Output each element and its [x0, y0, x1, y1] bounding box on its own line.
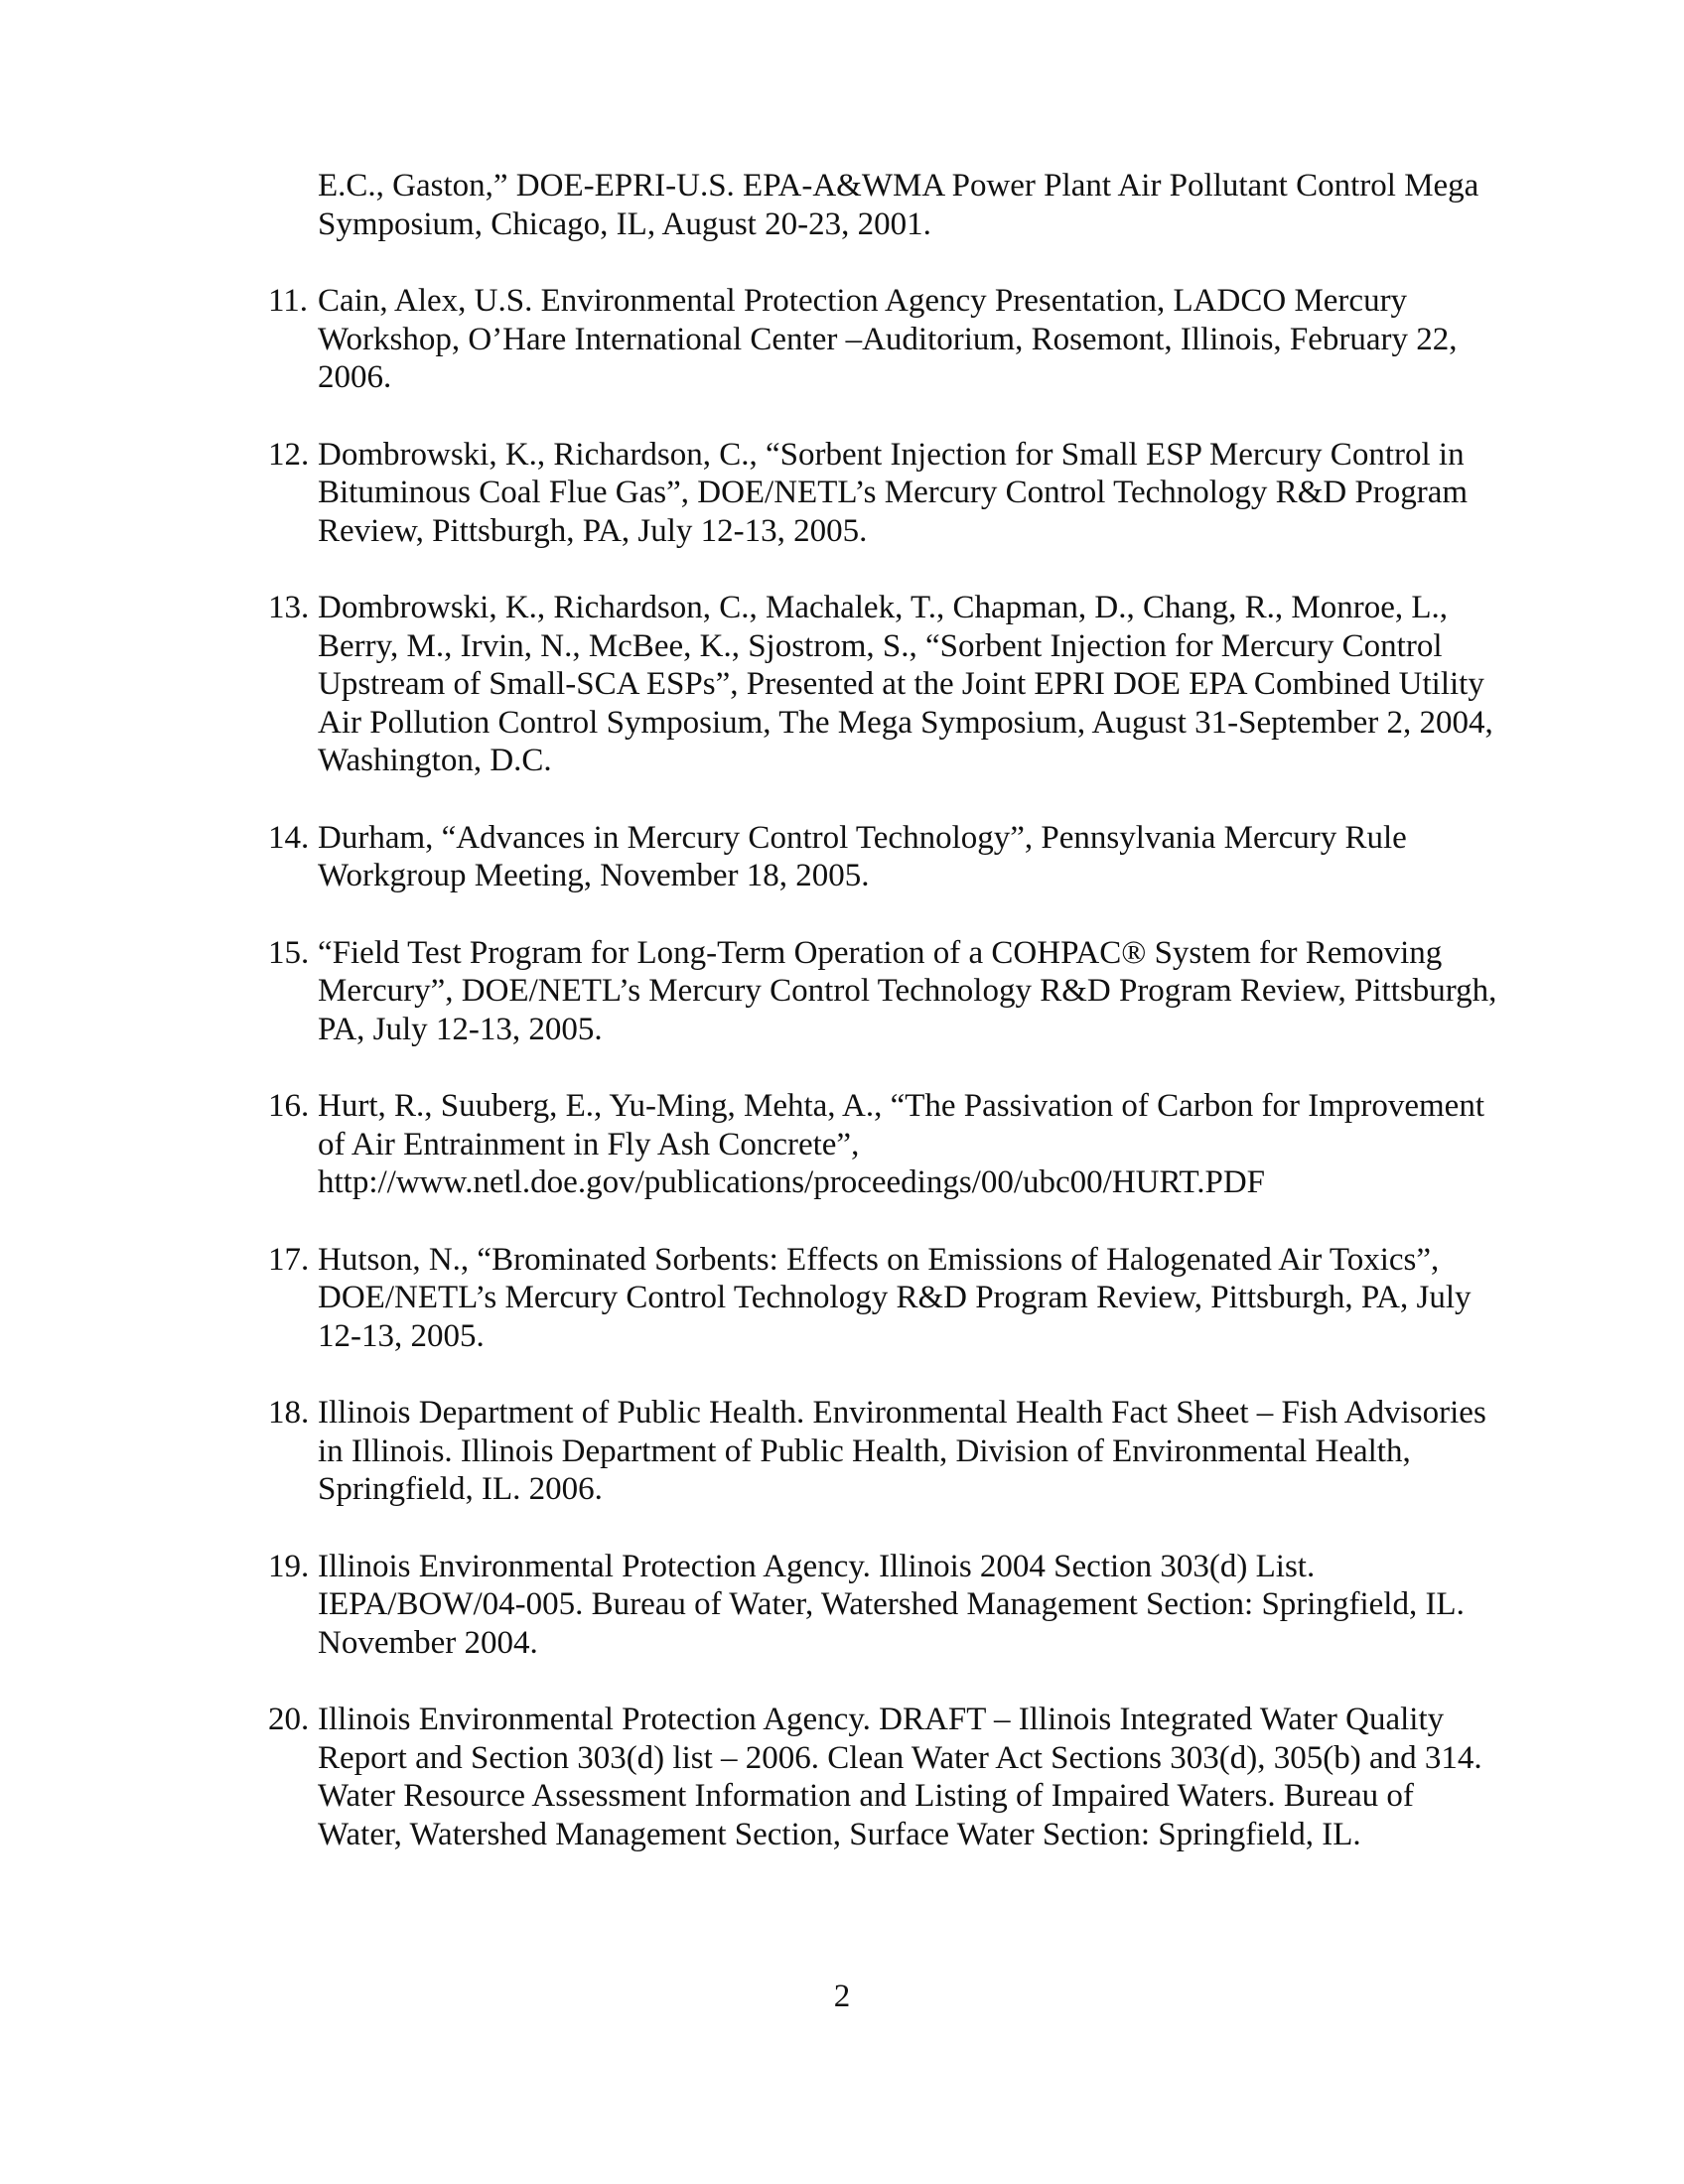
- reference-item: [268, 1087, 1499, 1202]
- reference-item: [268, 1394, 1499, 1509]
- reference-number: 20.: [268, 1702, 310, 1737]
- reference-item: [268, 1241, 1499, 1356]
- reference-number: 14.: [268, 819, 310, 856]
- reference-number: 12.: [268, 436, 310, 473]
- reference-text: Hutson, N., “Brominated Sorbents: Effects on Emissions of Halogenated Air Toxics”, DOE/NETL’s Mercury Control Technology R&D Program Review, Pittsburgh, PA, July 12-13, 2005.: [318, 1241, 1472, 1354]
- reference-list: [268, 167, 1499, 1892]
- reference-item: [268, 167, 1499, 243]
- reference-text: Cain, Alex, U.S. Environmental Protection Agency Presentation, LADCO Mercury Workshop, O’Hare International Center –Auditorium, Rosemont, Illinois, February 22, 2006.: [318, 283, 1458, 395]
- reference-text: Dombrowski, K., Richardson, C., “Sorbent Injection for Small ESP Mercury Control in Bituminous Coal Flue Gas”, DOE/NETL’s Mercury Control Technology R&D Program Review, Pittsburgh, PA, July 12-13, 2005.: [318, 436, 1469, 549]
- reference-text: Durham, “Advances in Mercury Control Technology”, Pennsylvania Mercury Rule Workgroup Meeting, November 18, 2005.: [318, 819, 1407, 893]
- reference-item: [268, 436, 1499, 551]
- reference-text: Hurt, R., Suuberg, E., Yu-Ming, Mehta, A., “The Passivation of Carbon for Improvement of Air Entrainment in Fly Ash Concrete”, http://www.netl.doe.gov/publications/proceedings/00/ubc00/HURT.PDF: [318, 1088, 1484, 1200]
- reference-text: Illinois Department of Public Health. Environmental Health Fact Sheet – Fish Advisories in Illinois. Illinois Department of Public Health, Division of Environmental Health, Springfield, IL. 2006.: [318, 1395, 1486, 1507]
- reference-item: [268, 934, 1499, 1049]
- reference-item: [268, 1548, 1499, 1663]
- reference-item: [268, 282, 1499, 397]
- reference-text: Dombrowski, K., Richardson, C., Machalek, T., Chapman, D., Chang, R., Monroe, L., Berry, M., Irvin, N., McBee, K., Sjostrom, S., “Sorbent Injection for Mercury Control Upstream of Small-SCA ESPs”, Presented at the Joint EPRI DOE EPA Combined Utility Air Pollution Control Symposium, The Mega Symposium, August 31-September 2, 2004, Washington, D.C.: [318, 590, 1493, 778]
- reference-text: E.C., Gaston,” DOE-EPRI-U.S. EPA-A&WMA Power Plant Air Pollutant Control Mega Symposium, Chicago, IL, August 20-23, 2001.: [318, 168, 1479, 242]
- reference-number: 13.: [268, 590, 310, 625]
- reference-number: 19.: [268, 1548, 310, 1584]
- reference-number: 18.: [268, 1395, 310, 1431]
- page-number: 2: [833, 1979, 851, 2014]
- reference-item: [268, 1701, 1499, 1853]
- reference-number: 15.: [268, 934, 310, 971]
- reference-text: Illinois Environmental Protection Agency. Illinois 2004 Section 303(d) List. IEPA/BOW/04-005. Bureau of Water, Watershed Management Section: Springfield, IL. November 2004.: [318, 1548, 1465, 1661]
- reference-number: 17.: [268, 1241, 310, 1278]
- reference-item: [268, 819, 1499, 895]
- reference-number: 16.: [268, 1088, 310, 1124]
- reference-text: Illinois Environmental Protection Agency. DRAFT – Illinois Integrated Water Quality Report and Section 303(d) list – 2006. Clean Water Act Sections 303(d), 305(b) and 314. Water Resource Assessment Information and Listing of Impaired Waters. Bureau of Water, Watershed Management Section, Surface Water Section: Springfield, IL.: [318, 1702, 1482, 1852]
- reference-number: 11.: [268, 283, 309, 319]
- reference-text: “Field Test Program for Long-Term Operation of a COHPAC® System for Removing Mercury”, DOE/NETL’s Mercury Control Technology R&D Program Review, Pittsburgh, PA, July 12-13, 2005.: [318, 934, 1497, 1047]
- reference-item: [268, 589, 1499, 780]
